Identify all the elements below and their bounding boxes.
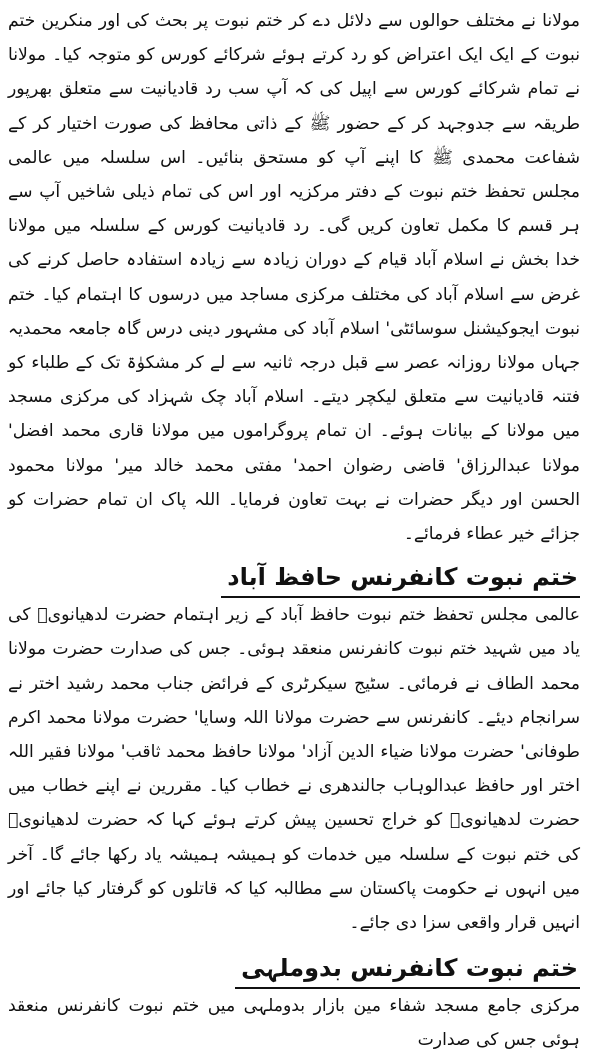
section-heading-baddomalhi-text: ختم نبوت کانفرنس بدوملہی — [235, 949, 580, 989]
section-heading-baddomalhi — [8, 948, 580, 989]
article-paragraph-hafizabad: عالمی مجلس تحفظ ختم نبوت حافظ آباد کے زیر اہتمام حضرت لدھیانویؒ کی یاد میں شہید ختم نبوت کانفرنس منعقد ہوئی۔ جس کی صدارت حضرت مولانا محمد الطاف نے فرمائی۔ سٹیج سیکرٹری کے فرائض جناب محمد رشید اختر نے سرانجام دیئے۔ کانفرنس سے حضرت مولانا اللہ وسایا' حضرت مولانا محمد اکرم طوفانی' حضرت مولانا ضیاء الدین آزاد' مولانا حافظ محمد ثاقب' مولانا فقیر اللہ اختر اور حافظ عبدالوہاب جالندھری نے خطاب کیا۔ مقررین نے اپنے خطاب میں حضرت لدھیانویؒ کو خراج تحسین پیش کرتے ہوئے کہا کہ حضرت لدھیانویؒ کی ختم نبوت کے سلسلہ میں خدمات کو ہمیشہ ہمیشہ یاد رکھا جائے گا۔ آخر میں انہوں نے حکومت پاکستان سے مطالبہ کیا کہ قاتلوں کو گرفتار کیا جائے اور انہیں قرار واقعی سزا دی جائے۔ — [8, 605, 580, 934]
article-paragraph-course-report: مولانا نے مختلف حوالوں سے دلائل دے کر ختم نبوت پر بحث کی اور منکرین ختم نبوت کے ایک ایک اعتراض کو رد کرتے ہوئے شرکائے کورس کو متوجہ کیا۔ مولانا نے تمام شرکائے کورس سے اپیل کی کہ آپ سب رد قادیانیت سے متعلق بھرپور طریقہ سے جدوجہد کر کے حضور ﷺ کے ذاتی محافظ کی صورت اختیار کر کے شفاعت محمدی ﷺ کا اپنے آپ کو مستحق بنائیں۔ اس سلسلہ میں عالمی مجلس تحفظ ختم نبوت کے دفتر مرکزیہ اور اس کی تمام ذیلی شاخیں آپ سے ہر قسم کا مکمل تعاون کریں گی۔ رد قادیانیت کورس کے سلسلہ میں مولانا خدا بخش نے اسلام آباد قیام کے دوران زیادہ سے زیادہ استفادہ حاصل کرنے کی غرض سے اسلام آباد کی مختلف مرکزی مساجد میں درسوں کا اہتمام کیا۔ ختم نبوت ایجوکیشنل سوسائٹی' اسلام آباد کی مشہور دینی درس گاہ جامعہ محمدیہ جہاں مولانا روزانہ عصر سے قبل درجہ ثانیہ سے لے کر مشکوٰۃ تک کے طلباء کو فتنہ قادیانیت سے متعلق لیکچر دیتے۔ اسلام آباد چک شہزاد کی مرکزی مسجد میں مولانا کے بیانات ہوئے۔ ان تمام پروگراموں میں مولانا قاری محمد افضل' مولانا عبدالرزاق' قاضی رضوان احمد' مفتی محمد خالد میر' مولانا محمود الحسن اور دیگر حضرات نے بہت تعاون فرمایا۔ اللہ پاک ان تمام حضرات کو جزائے خیر عطاء فرمائے۔ — [8, 11, 580, 545]
section-heading-hafizabad-text: ختم نبوت کانفرنس حافظ آباد — [221, 558, 580, 598]
article-paragraph-baddomalhi: مرکزی جامع مسجد شفاء مین بازار بدوملہی میں ختم نبوت کانفرنس منعقد ہوئی جس کی صدارت — [8, 996, 580, 1051]
section-heading-hafizabad — [8, 557, 580, 598]
